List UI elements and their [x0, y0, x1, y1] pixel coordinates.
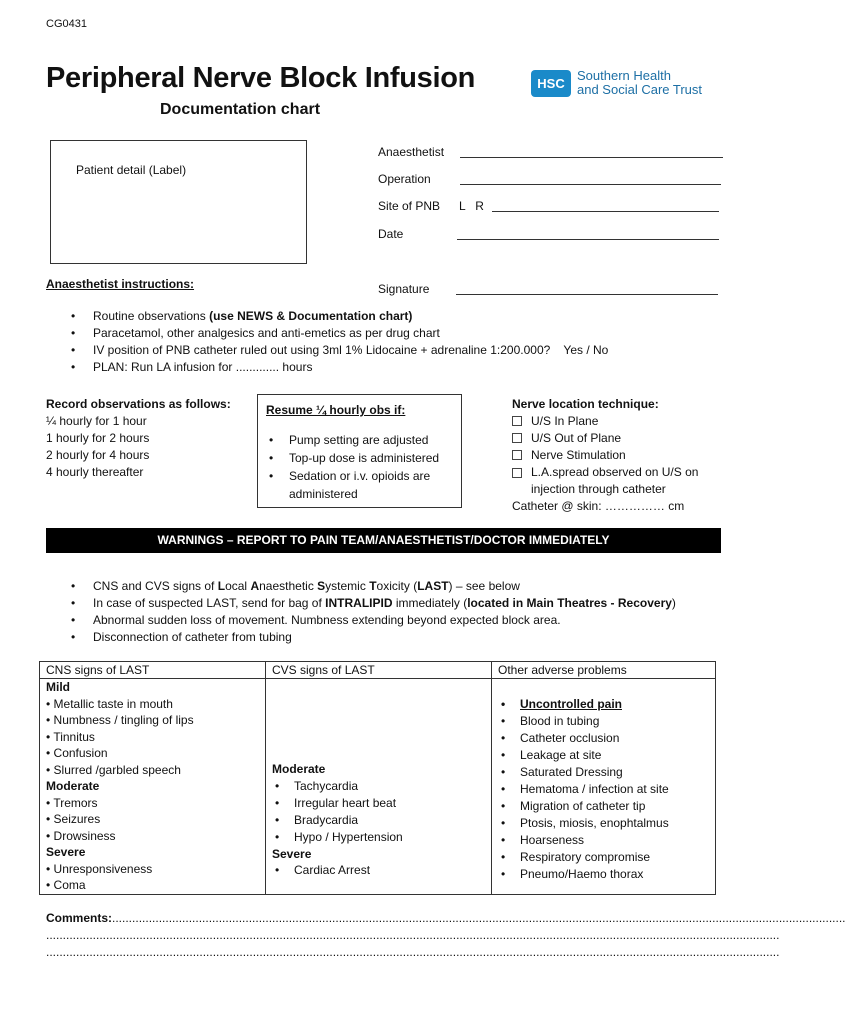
- instruction-item: • Paracetamol, other analgesics and anti-emetics as per drug chart: [47, 325, 727, 342]
- record-row: 1 hourly for 2 hours: [46, 431, 150, 445]
- checkbox-icon[interactable]: [512, 450, 522, 460]
- col-header-other: Other adverse problems: [492, 662, 716, 679]
- warning-banner: WARNINGS – REPORT TO PAIN TEAM/ANAESTHETIST/DOCTOR IMMEDIATELY: [46, 528, 721, 553]
- nerve-option[interactable]: Nerve Stimulation: [512, 447, 727, 464]
- site-field[interactable]: [492, 199, 719, 212]
- page-subtitle: Documentation chart: [160, 101, 321, 118]
- instruction-item: • IV position of PNB catheter ruled out using 3ml 1% Lidocaine + adrenaline 1:200.000? Yes / No: [47, 342, 727, 359]
- cns-moderate-label: Moderate: [46, 779, 100, 793]
- col-header-cvs: CVS signs of LAST: [266, 662, 492, 679]
- list-item: • Slurred /garbled speech: [46, 762, 181, 777]
- comments-section[interactable]: [46, 910, 846, 961]
- site-label: Site of PNB: [378, 199, 441, 213]
- site-side-options[interactable]: L R: [459, 199, 484, 213]
- comments-label: Comments:: [46, 911, 113, 925]
- list-item: • Saturated Dressing: [498, 764, 709, 781]
- checkbox-icon[interactable]: [512, 416, 522, 426]
- list-item: • Tremors: [46, 795, 98, 810]
- list-item: • Ptosis, miosis, enophtalmus: [498, 815, 709, 832]
- list-item: • Coma: [46, 878, 86, 892]
- record-heading: Record observations as follows:: [46, 397, 231, 411]
- list-item: • Numbness / tingling of lips: [46, 713, 194, 727]
- list-item: • Tachycardia: [272, 778, 485, 795]
- patient-label-text: Patient detail (Label): [76, 163, 187, 177]
- list-item: • Metallic taste in mouth: [46, 696, 173, 711]
- warning-item: • Disconnection of catheter from tubing: [47, 629, 737, 646]
- list-item: • Drowsiness: [46, 828, 116, 843]
- nerve-heading: Nerve location technique:: [512, 397, 659, 411]
- list-item: • Confusion: [46, 746, 108, 760]
- list-item: • Blood in tubing: [498, 713, 709, 730]
- nerve-location: [512, 396, 727, 515]
- record-row: 2 hourly for 4 hours: [46, 448, 150, 462]
- comments-line[interactable]: ............................................................................................................................................................................................................................: [46, 945, 780, 959]
- signature-label: Signature: [378, 282, 430, 296]
- cvs-severe-label: Severe: [272, 846, 312, 861]
- trust-name-line1: Southern Health: [577, 68, 671, 83]
- operation-field[interactable]: [460, 172, 721, 185]
- signature-field[interactable]: [456, 282, 718, 295]
- list-item: • Catheter occlusion: [498, 730, 709, 747]
- cvs-moderate-label: Moderate: [272, 762, 326, 776]
- list-item: • Irregular heart beat: [272, 795, 485, 812]
- comments-line[interactable]: ............................................................................................................................................................................................................................: [112, 911, 846, 925]
- list-item: • Respiratory compromise: [498, 849, 709, 866]
- warning-item: • CNS and CVS signs of Local Anaesthetic Systemic Toxicity (LAST) – see below: [47, 578, 737, 595]
- cvs-cell: [266, 679, 492, 895]
- list-item: • Migration of catheter tip: [498, 798, 709, 815]
- page-title: Peripheral Nerve Block Infusion: [46, 62, 476, 94]
- warning-item: • Abnormal sudden loss of movement. Numbness extending beyond expected block area.: [47, 612, 737, 629]
- anaesthetist-label: Anaesthetist: [378, 145, 445, 159]
- list-item: • Bradycardia: [272, 812, 485, 829]
- list-item: • Hoarseness: [498, 832, 709, 849]
- resume-item: • Sedation or i.v. opioids are administered: [258, 467, 454, 503]
- checkbox-icon[interactable]: [512, 468, 522, 478]
- date-field[interactable]: [457, 227, 719, 240]
- col-header-cns: CNS signs of LAST: [40, 662, 266, 679]
- instruction-item: • Routine observations (use NEWS & Documentation chart): [47, 308, 727, 325]
- checkbox-icon[interactable]: [512, 433, 522, 443]
- document-code: CG0431: [46, 18, 87, 30]
- cns-cell: [40, 679, 266, 895]
- list-item: • Leakage at site: [498, 747, 709, 764]
- record-row: ¼ hourly for 1 hour: [46, 414, 147, 428]
- resume-item: • Pump setting are adjusted: [258, 431, 454, 449]
- nerve-option[interactable]: U/S In Plane: [512, 413, 727, 430]
- hsc-logo-icon: HSC: [531, 70, 571, 97]
- resume-obs-box: [257, 394, 462, 508]
- resume-heading: Resume ¼ hourly obs if:: [266, 403, 406, 417]
- patient-label-box[interactable]: [50, 140, 307, 264]
- list-item: • Uncontrolled pain: [498, 696, 709, 713]
- resume-item: • Top-up dose is administered: [258, 449, 454, 467]
- trust-logo: [531, 69, 711, 101]
- catheter-skin[interactable]: Catheter @ skin: …………… cm: [512, 499, 685, 513]
- date-label: Date: [378, 227, 404, 241]
- cns-mild-label: Mild: [46, 680, 70, 694]
- record-observations: [46, 396, 231, 481]
- list-item: • Seizures: [46, 812, 101, 826]
- other-cell: [492, 679, 716, 895]
- anaesthetist-field[interactable]: [460, 145, 723, 158]
- trust-name-line2: and Social Care Trust: [577, 82, 703, 97]
- list-item: • Pneumo/Haemo thorax: [498, 866, 709, 883]
- instructions-list: [47, 308, 727, 376]
- record-row: 4 hourly thereafter: [46, 465, 144, 479]
- comments-line[interactable]: ............................................................................................................................................................................................................................: [46, 928, 780, 942]
- list-item: • Unresponsiveness: [46, 861, 153, 876]
- instructions-heading: Anaesthetist instructions:: [46, 277, 195, 291]
- instruction-item: • PLAN: Run LA infusion for ............. hours: [47, 359, 727, 376]
- warning-item: • In case of suspected LAST, send for bag of INTRALIPID immediately (located in Main Theatres - Recovery): [47, 595, 737, 612]
- operation-label: Operation: [378, 172, 431, 186]
- list-item: • Hypo / Hypertension: [272, 829, 485, 846]
- cns-severe-label: Severe: [46, 845, 86, 859]
- list-item: • Cardiac Arrest: [272, 862, 485, 879]
- warnings-list: [47, 578, 737, 646]
- list-item: • Hematoma / infection at site: [498, 781, 709, 798]
- nerve-option[interactable]: L.A.spread observed on U/S on injection through catheter: [512, 464, 727, 498]
- list-item: • Tinnitus: [46, 729, 95, 744]
- nerve-option[interactable]: U/S Out of Plane: [512, 430, 727, 447]
- adverse-signs-table: [39, 661, 716, 895]
